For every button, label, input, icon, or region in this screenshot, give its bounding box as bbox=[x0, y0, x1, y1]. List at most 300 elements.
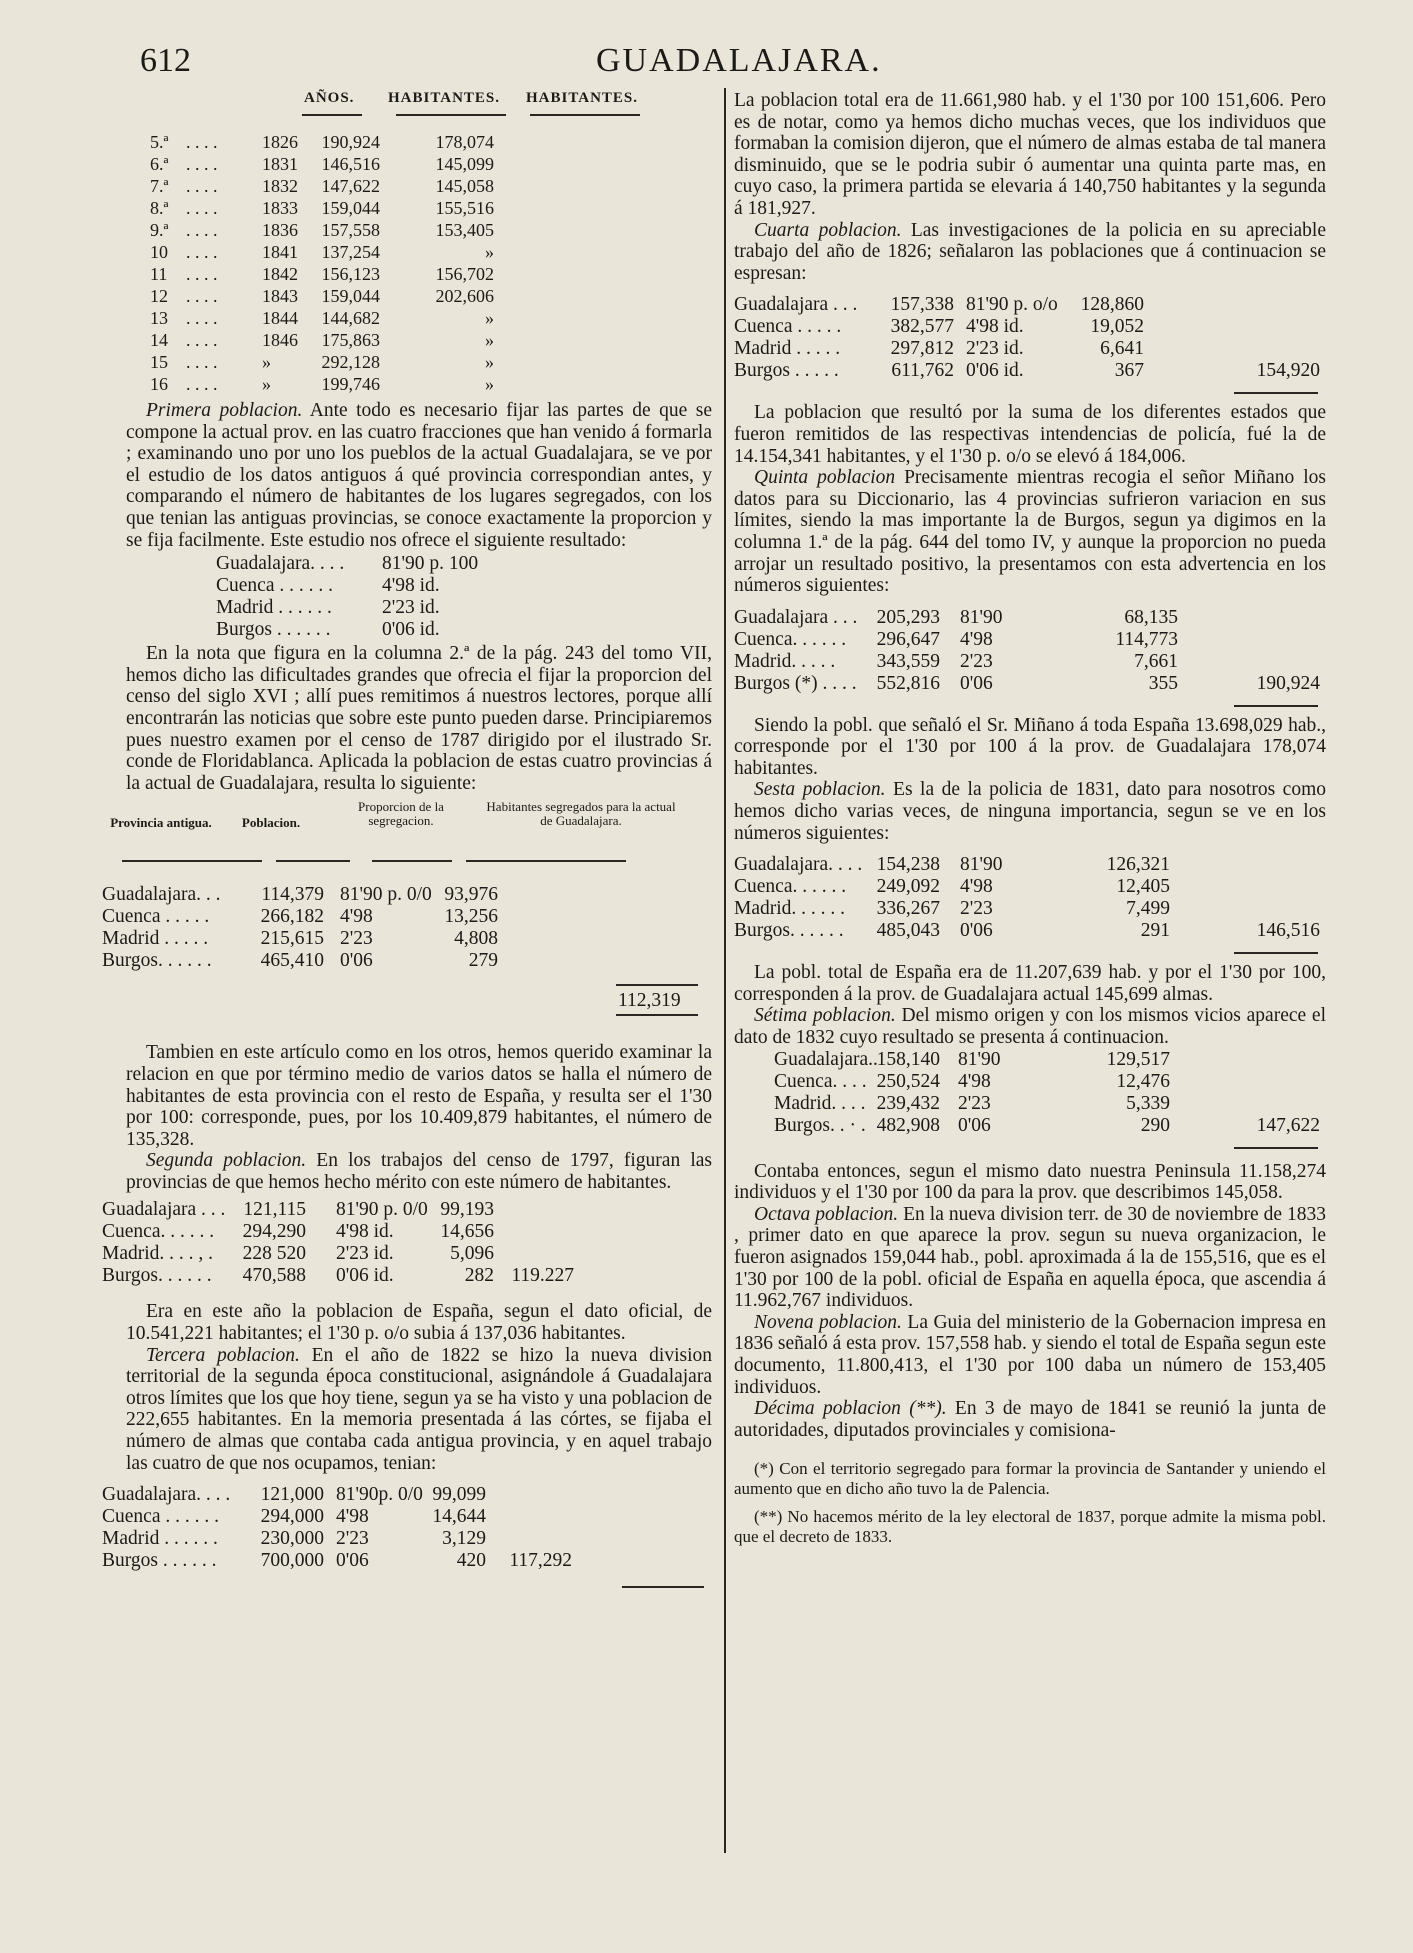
table-cell: 367 bbox=[1114, 360, 1144, 382]
table-cell: 4'98 bbox=[960, 628, 993, 650]
section-label: Primera poblacion. bbox=[146, 400, 303, 421]
table-cell: 12,405 bbox=[1116, 876, 1170, 898]
table-1797 bbox=[102, 1199, 712, 1287]
page-number: 612 bbox=[140, 42, 191, 79]
paragraph-text: Es la de la policia de 1831, dato para nosotros como hemos dicho varias veces, de ninguna importancia, segun se ve en los números siguientes: bbox=[734, 779, 1327, 844]
table-cell: 297,812 bbox=[890, 338, 954, 360]
table-cell: 230,000 bbox=[260, 1528, 324, 1550]
table-cell: 2'23 bbox=[958, 1092, 991, 1114]
province-name: Madrid . . . . . . bbox=[216, 597, 332, 619]
section-label: Tercera poblacion. bbox=[146, 1344, 300, 1366]
section-label: Cuarta poblacion. bbox=[754, 219, 902, 241]
table-cell: Guadalajara. . . . bbox=[102, 1484, 231, 1506]
years-table-cell: 145,058 bbox=[435, 176, 494, 196]
table-cell: Guadalajara. . . bbox=[102, 884, 221, 906]
table-cell: Guadalajara . . . bbox=[734, 294, 858, 316]
table-row bbox=[102, 1506, 712, 1528]
years-table-cell: 156,123 bbox=[321, 264, 380, 284]
tercera-paragraph bbox=[126, 1345, 712, 1475]
table-row bbox=[102, 1221, 712, 1243]
years-table-cell: » bbox=[485, 352, 494, 372]
years-table-cell: . . . . bbox=[186, 264, 218, 284]
years-table-row bbox=[126, 154, 712, 176]
total-rule-bottom bbox=[616, 1014, 698, 1016]
table-cell: 147,622 bbox=[1256, 1114, 1320, 1136]
section-label: Segunda poblacion. bbox=[146, 1150, 307, 1172]
rule bbox=[276, 860, 350, 862]
proportion-value: 2'23 id. bbox=[382, 597, 440, 619]
table-cell: Cuenca . . . . . bbox=[102, 906, 210, 928]
table-cell: Cuenca. . . . . . bbox=[734, 628, 847, 650]
proportion-row bbox=[216, 597, 712, 619]
table-cell: Cuenca. . . . . . bbox=[734, 876, 847, 898]
header-rules bbox=[126, 840, 712, 884]
section-label: Sétima poblacion. bbox=[754, 1005, 896, 1027]
years-table-cell: 146,516 bbox=[321, 154, 380, 174]
years-table-cell: » bbox=[485, 330, 494, 350]
table-cell: 296,647 bbox=[876, 628, 940, 650]
table-cell: 205,293 bbox=[876, 606, 940, 628]
section-label: Octava poblacion. bbox=[754, 1203, 899, 1225]
table-cell: 4'98 bbox=[958, 1070, 991, 1092]
table-cell: 81'90 bbox=[960, 606, 1003, 628]
rule bbox=[122, 860, 262, 862]
table-row bbox=[102, 928, 712, 950]
years-table-row bbox=[126, 198, 712, 220]
table-cell: 0'06 id. bbox=[336, 1265, 394, 1287]
table-cell: 249,092 bbox=[876, 876, 940, 898]
table-cell: 355 bbox=[1148, 672, 1178, 694]
years-table-cell: . . . . bbox=[186, 176, 218, 196]
years-table-cell: . . . . bbox=[186, 198, 218, 218]
table-cell: Guadalajara . . . bbox=[734, 606, 858, 628]
paragraph-text: En el año de 1822 se hizo la nueva division territorial de la segunda época constitucional, asignándole á Guadalajara otros límites que los que hoy tiene, segun ya se ha visto y una poblacion de 222,655 habitantes. En la memoria presentada á las córtes, se fijaba el número de almas que contaba cada antigua provincia, y en aquel trabajo las cuatro de que nos ocupamos, tenian: bbox=[126, 1344, 713, 1474]
paragraph-2: En la nota que figura en la columna 2.ª de la pág. 243 del tomo VII, hemos dicho las dificultades grandes que ofrecia el fijar la proporcion del censo del siglo XVI ; allí pues remitimos á nuestros lectores, porque allí encontrarán las noticias que sobre este punto pueden darse. Principiaremos pues nuestro examen por el censo de 1787 dirigido por el ilustrado Sr. conde de Floridablanca. Aplicada la poblacion de estas cuatro provincias á la actual de Guadalajara, resulta lo siguiente: bbox=[126, 643, 712, 794]
col-head-provincia: Provincia antigua. bbox=[110, 815, 212, 831]
table-row bbox=[734, 651, 1326, 673]
years-table-cell: 190,924 bbox=[321, 132, 380, 152]
table-cell: 19,052 bbox=[1090, 316, 1144, 338]
years-table-cell: 145,099 bbox=[435, 154, 494, 174]
years-table-cell: 13 bbox=[150, 308, 168, 328]
proportion-value: 4'98 id. bbox=[382, 575, 440, 597]
proportion-row bbox=[216, 619, 712, 641]
setima-paragraph bbox=[734, 1005, 1326, 1048]
proportion-row bbox=[216, 575, 712, 597]
table-cell: 128,860 bbox=[1080, 294, 1144, 316]
years-table-cell: 1843 bbox=[262, 286, 298, 306]
table-cell: 81'90 p. o/o bbox=[966, 294, 1058, 316]
years-table-cell: . . . . bbox=[186, 330, 218, 350]
table-row bbox=[734, 920, 1326, 942]
right-column bbox=[734, 90, 1326, 1547]
proportion-value: 0'06 id. bbox=[382, 619, 440, 641]
table-1832 bbox=[774, 1049, 1326, 1137]
table-row bbox=[734, 854, 1326, 876]
rule bbox=[1234, 1147, 1318, 1149]
table-cell: 93,976 bbox=[444, 884, 498, 906]
table-cell: Burgos. . . . . . bbox=[102, 950, 212, 972]
table-cell: 119.227 bbox=[511, 1265, 574, 1287]
years-table-cell: » bbox=[485, 308, 494, 328]
years-table-row bbox=[126, 308, 712, 330]
paragraph-text: En la nueva division terr. de 30 de noviembre de 1833 , primer dato en que aparece la prov. segun su nueva organizacion, le fueron asignados 159,044 hab., pobl. aproximada á la de 155,516, que es el 1'30 por 100 de la pobl. oficial de España en aquella época, que ascendia á 11.962,767 individuos. bbox=[734, 1203, 1326, 1312]
years-table-cell: 157,558 bbox=[321, 220, 380, 240]
table-cell: 2'23 bbox=[340, 928, 373, 950]
table-cell: 14,644 bbox=[432, 1506, 486, 1528]
years-table-row bbox=[126, 374, 712, 396]
years-table-cell: 9.ª bbox=[150, 220, 169, 240]
table-1831 bbox=[734, 854, 1326, 942]
table-row bbox=[734, 316, 1326, 338]
table-cell: 81'90 p. 0/0 bbox=[340, 884, 432, 906]
table-cell: 470,588 bbox=[242, 1265, 306, 1287]
years-table-cell: . . . . bbox=[186, 154, 218, 174]
paragraph-text: La Guia del ministerio de la Gobernacion impresa en 1836 señaló á esta prov. 157,558 hab. y siendo el total de España segun este documento, 11.800,413, el 1'30 por 100 daba un número de 153,405 individuos. bbox=[734, 1311, 1326, 1398]
province-name: Guadalajara. . . . bbox=[216, 553, 345, 575]
table-cell: 382,577 bbox=[890, 316, 954, 338]
table-cell: 0'06 bbox=[340, 950, 373, 972]
table-cell: Cuenca. . . . bbox=[774, 1070, 867, 1092]
years-table-cell: 155,516 bbox=[435, 198, 494, 218]
table-cell: 266,182 bbox=[260, 906, 324, 928]
years-table-cell: 202,606 bbox=[435, 286, 494, 306]
end-rule bbox=[622, 1586, 704, 1588]
table-cell: Burgos. . . . . . bbox=[102, 1265, 212, 1287]
section-label: Novena poblacion. bbox=[754, 1311, 902, 1333]
years-table-header bbox=[126, 88, 712, 118]
table-cell: Guadalajara. . . . bbox=[734, 854, 863, 876]
table-cell: 4'98 bbox=[960, 876, 993, 898]
paragraph-text: Precisamente mientras recogia el señor Miñano los datos para su Diccionario, las 4 provincias sufrieron variacion en sus límites, siendo la mas importante la de Burgos, segun ya digimos en la columna 1.ª de la pág. 644 del tomo IV, y aunque la proporcion no pueda arrojar un resultado positivo, la presentamos con esta advertencia en los números siguientes: bbox=[734, 467, 1326, 597]
table-row bbox=[102, 884, 712, 906]
years-table-cell: . . . . bbox=[186, 242, 218, 262]
table-row bbox=[734, 360, 1326, 382]
table-cell: 4'98 bbox=[340, 906, 373, 928]
col-head-segregados: Habitantes segregados para la actual de Guadalajara. bbox=[486, 799, 676, 829]
table-cell: 343,559 bbox=[876, 650, 940, 672]
years-table-row bbox=[126, 264, 712, 286]
table-cell: 117,292 bbox=[509, 1550, 572, 1572]
table-cell: 700,000 bbox=[260, 1550, 324, 1572]
table-1787-total bbox=[126, 972, 712, 1042]
table-cell: 190,924 bbox=[1256, 672, 1320, 694]
table-cell: Cuenca. . . . . . bbox=[102, 1221, 215, 1243]
years-table-cell: 175,863 bbox=[321, 330, 380, 350]
years-table-cell: » bbox=[262, 374, 271, 394]
table-cell: Madrid . . . . . bbox=[734, 338, 841, 360]
years-table-cell: . . . . bbox=[186, 220, 218, 240]
years-table-cell: 1844 bbox=[262, 308, 298, 328]
table-cell: 485,043 bbox=[876, 920, 940, 942]
years-table-cell: 1842 bbox=[262, 264, 298, 284]
table-miñano bbox=[734, 607, 1326, 695]
paragraph-r1: La poblacion total era de 11.661,980 hab. y el 1'30 por 100 151,606. Pero es de notar, como ya hemos dicho muchas veces, que los individuos que formaban la comision dijeron, que el número de almas estaba de tal manera disminuido, que se le podria subir ó aumentar una quinta parte mas, en cuyo caso, la primera partida se elevaria á 140,750 habitantes y la segunda á 181,927. bbox=[734, 90, 1326, 219]
table-cell: 2'23 bbox=[960, 650, 993, 672]
col-head-poblacion: Poblacion. bbox=[241, 815, 301, 831]
table-cell: 0'06 bbox=[960, 672, 993, 694]
table-cell: 13,256 bbox=[444, 906, 498, 928]
table-row bbox=[102, 1484, 712, 1506]
table-row bbox=[734, 673, 1326, 695]
table-cell: 215,615 bbox=[260, 928, 324, 950]
years-table-cell: 178,074 bbox=[435, 132, 494, 152]
table-row bbox=[774, 1049, 1326, 1071]
paragraph-5: Era en este año la poblacion de España, segun el dato oficial, de 10.541,221 habitantes; el 1'30 p. o/o subia á 137,036 habitantes. bbox=[126, 1301, 712, 1345]
rule bbox=[372, 860, 452, 862]
table-cell: 279 bbox=[468, 950, 498, 972]
table-1822 bbox=[102, 1484, 712, 1572]
table-cell: Madrid . . . . . bbox=[102, 928, 209, 950]
province-name: Burgos . . . . . . bbox=[216, 619, 331, 641]
table-cell: 482,908 bbox=[876, 1114, 940, 1136]
years-table-cell: 1831 bbox=[262, 154, 298, 174]
table-cell: 294,000 bbox=[260, 1506, 324, 1528]
years-table-cell: 16 bbox=[150, 374, 168, 394]
table-1826 bbox=[734, 294, 1326, 382]
proportion-row bbox=[216, 553, 712, 575]
table-cell: 7,499 bbox=[1126, 898, 1170, 920]
table-cell: 294,290 bbox=[242, 1221, 306, 1243]
table-cell: 4,808 bbox=[454, 928, 498, 950]
table-row bbox=[102, 950, 712, 972]
table-cell: 4'98 id. bbox=[336, 1221, 394, 1243]
table-cell: 3,129 bbox=[442, 1528, 486, 1550]
table-cell: Madrid . . . . . . bbox=[102, 1528, 218, 1550]
paragraph-3: Tambien en este artículo como en los otros, hemos querido examinar la relacion en que por término medio de varios datos se halla el número de habitantes de esta provincia con el resto de España, y resulta ser el 1'30 por 100: corresponde, pues, por los 10.409,879 habitantes, el número de 135,328. bbox=[126, 1042, 712, 1150]
table-cell: Guadalajara.. bbox=[774, 1048, 878, 1070]
years-table-row bbox=[126, 176, 712, 198]
table-row bbox=[734, 338, 1326, 360]
segunda-paragraph bbox=[126, 1150, 712, 1193]
column-divider bbox=[724, 88, 726, 1853]
table-row bbox=[102, 906, 712, 928]
table-cell: 158,140 bbox=[876, 1048, 940, 1070]
table-row bbox=[102, 1243, 712, 1265]
table-cell: 0'06 bbox=[960, 920, 993, 942]
table-cell: 146,516 bbox=[1256, 920, 1320, 942]
table-cell: 282 bbox=[464, 1265, 494, 1287]
table-cell: Burgos . . . . . bbox=[734, 360, 839, 382]
rule bbox=[396, 114, 506, 116]
years-table-cell: 137,254 bbox=[321, 242, 380, 262]
years-table-row bbox=[126, 352, 712, 374]
table-cell: 14,656 bbox=[440, 1221, 494, 1243]
table-cell: 4'98 bbox=[336, 1506, 369, 1528]
table-cell: 157,338 bbox=[890, 294, 954, 316]
province-table-header bbox=[110, 799, 712, 840]
years-table-row bbox=[126, 330, 712, 352]
years-table-cell: 10 bbox=[150, 242, 168, 262]
years-table-cell: 159,044 bbox=[321, 286, 380, 306]
years-head-habitantes-1: HABITANTES. bbox=[388, 90, 501, 106]
table-cell: 2'23 id. bbox=[336, 1243, 394, 1265]
paragraph-text: Del mismo origen y con los mismos vicios aparece el dato de 1832 cuyo resultado se presenta á continuacion. bbox=[734, 1005, 1327, 1049]
years-table-cell: 1833 bbox=[262, 198, 298, 218]
proportion-list bbox=[216, 553, 712, 641]
years-table-cell: » bbox=[262, 352, 271, 372]
table-cell: 81'90 bbox=[960, 854, 1003, 876]
table-cell: Madrid. . . . . bbox=[734, 650, 836, 672]
table-cell: 4'98 id. bbox=[966, 316, 1024, 338]
years-table-row bbox=[126, 286, 712, 308]
table-cell: 12,476 bbox=[1116, 1070, 1170, 1092]
table-1787 bbox=[102, 884, 712, 972]
table-cell: 99,099 bbox=[432, 1484, 486, 1506]
paragraph-text: Las investigaciones de la policia en su apreciable trabajo del año de 1826; señalaron las poblaciones que á continuacion se espresan: bbox=[734, 219, 1326, 284]
table-row bbox=[734, 629, 1326, 651]
rule bbox=[302, 114, 362, 116]
table-cell: 2'23 bbox=[336, 1528, 369, 1550]
years-table-cell: 14 bbox=[150, 330, 168, 350]
paragraph-r3: La poblacion que resultó por la suma de los diferentes estados que fueron remitidos de las respectivas intendencias de policía, fué la de 14.154,341 habitantes, y el 1'30 p. o/o se elevó á 184,006. bbox=[734, 402, 1326, 467]
table-cell: 290 bbox=[1140, 1114, 1170, 1136]
paragraph-text: En los trabajos del censo de 1797, figuran las provincias de que hemos hecho mérito con este número de habitantes. bbox=[126, 1150, 712, 1193]
years-table-cell: 1846 bbox=[262, 330, 298, 350]
paragraph-text: En 3 de mayo de 1841 se reunió la junta de autoridades, diputados provinciales y comisiona- bbox=[734, 1398, 1327, 1441]
table-cell: 99,193 bbox=[440, 1199, 494, 1221]
spacer bbox=[126, 1287, 712, 1301]
primera-paragraph bbox=[126, 400, 712, 551]
years-table-cell: 199,746 bbox=[321, 374, 380, 394]
table-row bbox=[734, 876, 1326, 898]
years-table-row bbox=[126, 242, 712, 264]
table-cell: 129,517 bbox=[1106, 1048, 1170, 1070]
table-cell: 68,135 bbox=[1124, 606, 1178, 628]
spacer bbox=[734, 1441, 1326, 1459]
province-name: Cuenca . . . . . . bbox=[216, 575, 333, 597]
table-cell: 81'90 p. 0/0 bbox=[336, 1199, 428, 1221]
novena-paragraph bbox=[734, 1312, 1326, 1398]
footnote-1: (*) Con el territorio segregado para formar la provincia de Santander y uniendo el aumento que en dicho año tuvo la de Palencia. bbox=[734, 1459, 1326, 1499]
section-label: Quinta poblacion bbox=[754, 467, 896, 489]
table-cell: Madrid. . . . bbox=[774, 1092, 866, 1114]
years-table-cell: 5.ª bbox=[150, 132, 169, 152]
years-table-row bbox=[126, 132, 712, 154]
years-table-cell: » bbox=[485, 374, 494, 394]
paragraph-r7: La pobl. total de España era de 11.207,639 hab. y por el 1'30 por 100, corresponden á la prov. de Guadalajara actual 145,699 almas. bbox=[734, 962, 1326, 1005]
table-cell: 126,321 bbox=[1106, 854, 1170, 876]
total-rule-top bbox=[616, 984, 698, 986]
table-cell: 228 520 bbox=[242, 1243, 306, 1265]
years-table-cell: 159,044 bbox=[321, 198, 380, 218]
table-row bbox=[102, 1528, 712, 1550]
table-row bbox=[102, 1550, 712, 1572]
table-cell: 2'23 id. bbox=[966, 338, 1024, 360]
decima-paragraph bbox=[734, 1398, 1326, 1441]
years-table-cell: 1832 bbox=[262, 176, 298, 196]
years-table-cell: . . . . bbox=[186, 132, 218, 152]
table-cell: Burgos . . . . . . bbox=[102, 1550, 217, 1572]
table-cell: 154,238 bbox=[876, 854, 940, 876]
years-table-cell: 144,682 bbox=[321, 308, 380, 328]
sesta-paragraph bbox=[734, 779, 1326, 844]
table-cell: 2'23 bbox=[960, 898, 993, 920]
table-cell: Madrid. . . . . . bbox=[734, 898, 846, 920]
years-table-cell: . . . . bbox=[186, 352, 218, 372]
years-head-habitantes-2: HABITANTES. bbox=[526, 90, 639, 106]
years-table-cell: 11 bbox=[150, 264, 168, 284]
years-table-cell: 15 bbox=[150, 352, 168, 372]
cuarta-paragraph bbox=[734, 220, 1326, 285]
years-table-cell: 147,622 bbox=[321, 176, 380, 196]
table-cell: 291 bbox=[1140, 920, 1170, 942]
table-cell: 611,762 bbox=[891, 360, 954, 382]
table-cell: 81'90 bbox=[958, 1048, 1001, 1070]
table-cell: 6,641 bbox=[1100, 338, 1144, 360]
paragraph-text: Ante todo es necesario fijar las partes de que se compone la actual prov. en las cuatro fracciones que han venido á formarla ; examinando uno por uno los pueblos de la actual Guadalajara, se ve por el estudio de los datos antiguos á qué provincia correspondian antes, y comparando el número de habitantes de los lugares segregados, con los que tenian las antiguas provincias, se conoce exactamente la proporcion y se fija facilmente. Este estudio nos ofrece el siguiente resultado: bbox=[126, 400, 712, 551]
spacer bbox=[734, 1139, 1326, 1161]
years-table-cell: . . . . bbox=[186, 286, 218, 306]
section-label: Sesta poblacion. bbox=[754, 779, 886, 801]
years-table-row bbox=[126, 220, 712, 242]
years-table bbox=[126, 132, 712, 396]
rule bbox=[530, 114, 640, 116]
table-cell: Burgos. . . . . . bbox=[734, 920, 844, 942]
table-cell: 465,410 bbox=[260, 950, 324, 972]
rule bbox=[466, 860, 626, 862]
left-column bbox=[102, 88, 713, 1574]
table-cell: 239,432 bbox=[876, 1092, 940, 1114]
rule bbox=[1234, 392, 1318, 394]
table-cell: 121,000 bbox=[260, 1484, 324, 1506]
years-table-cell: 1841 bbox=[262, 242, 298, 262]
table-row bbox=[734, 294, 1326, 316]
table-cell: 420 bbox=[456, 1550, 486, 1572]
rule bbox=[1234, 952, 1318, 954]
table-cell: Burgos (*) . . . . bbox=[734, 672, 857, 694]
paragraph-r5: Siendo la pobl. que señaló el Sr. Miñano á toda España 13.698,029 hab., corresponde por el 1'30 por 100 á la prov. de Guadalajara 178,074 habitantes. bbox=[734, 714, 1326, 779]
table-cell: 0'06 bbox=[958, 1114, 991, 1136]
years-table-cell: 156,702 bbox=[435, 264, 494, 284]
table-cell: 121,115 bbox=[243, 1199, 306, 1221]
table-cell: 5,339 bbox=[1126, 1092, 1170, 1114]
footnote-2: (**) No hacemos mérito de la ley electoral de 1837, porque admite la misma pobl. que el decreto de 1833. bbox=[734, 1507, 1326, 1547]
table-cell: 0'06 bbox=[336, 1550, 369, 1572]
years-table-cell: 6.ª bbox=[150, 154, 169, 174]
octava-paragraph bbox=[734, 1204, 1326, 1312]
years-table-cell: . . . . bbox=[186, 308, 218, 328]
table-row bbox=[102, 1199, 712, 1221]
table-cell: 81'90p. 0/0 bbox=[336, 1484, 423, 1506]
table-cell: 250,524 bbox=[876, 1070, 940, 1092]
table-cell: Madrid. . . . , . bbox=[102, 1243, 214, 1265]
proportion-value: 81'90 p. 100 bbox=[382, 553, 479, 575]
years-table-cell: 7.ª bbox=[150, 176, 169, 196]
years-table-cell: 1826 bbox=[262, 132, 298, 152]
table-cell: 336,267 bbox=[876, 898, 940, 920]
table-cell: 7,661 bbox=[1134, 650, 1178, 672]
quinta-paragraph bbox=[734, 467, 1326, 597]
table-row bbox=[102, 1265, 712, 1287]
table-cell: Guadalajara . . . bbox=[102, 1199, 226, 1221]
years-table-cell: 153,405 bbox=[435, 220, 494, 240]
table-row bbox=[774, 1071, 1326, 1093]
table-row bbox=[734, 607, 1326, 629]
years-table-cell: 12 bbox=[150, 286, 168, 306]
col-head-proporcion: Proporcion de la segregacion. bbox=[358, 799, 444, 829]
table-cell: Burgos. . · . bbox=[774, 1114, 866, 1136]
years-head-anos: AÑOS. bbox=[304, 90, 355, 106]
table-cell: 0'06 id. bbox=[966, 360, 1024, 382]
page-title: GUADALAJARA. bbox=[596, 42, 882, 79]
table-cell: Cuenca . . . . . bbox=[734, 316, 842, 338]
table-cell: 114,773 bbox=[1115, 628, 1178, 650]
table-cell: 114,379 bbox=[261, 884, 324, 906]
table-row bbox=[774, 1093, 1326, 1115]
table-row bbox=[734, 898, 1326, 920]
years-table-cell: 8.ª bbox=[150, 198, 169, 218]
